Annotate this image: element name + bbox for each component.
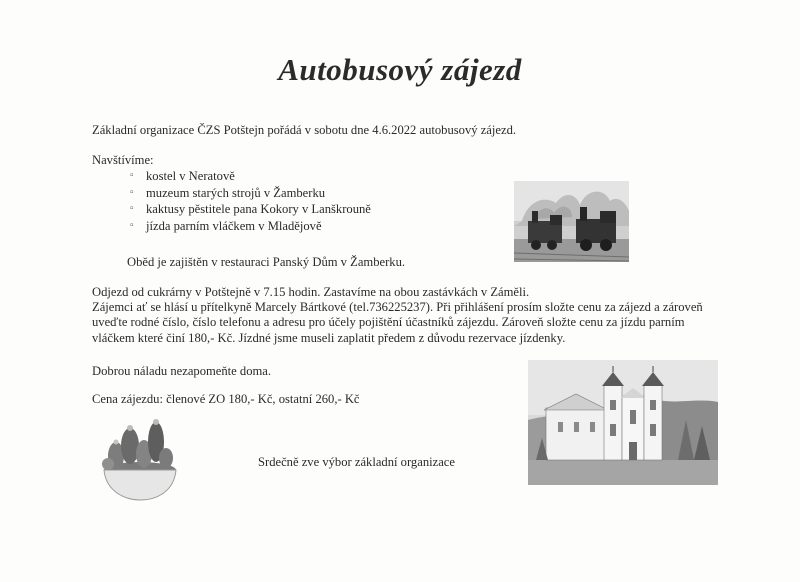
list-item: ▫ kostel v Neratově bbox=[130, 169, 235, 183]
details-line: Odjezd od cukrárny v Potštejně v 7.15 hodin. Zastavíme na obou zastávkách v Záměli. bbox=[92, 285, 530, 299]
visit-list bbox=[130, 168, 371, 234]
list-item: ▫ jízda parním vláčkem v Mladějově bbox=[130, 218, 322, 233]
intro-text: Základní organizace ČZS Potštejn pořádá v sobotu dne 4.6.2022 autobusový zájezd. bbox=[92, 123, 517, 137]
bullet-icon: ▫ bbox=[130, 186, 134, 198]
bullet-icon: ▫ bbox=[130, 203, 134, 214]
signoff-text: Srdečně zve výbor základní organizace bbox=[258, 455, 455, 469]
church-photo bbox=[528, 360, 718, 485]
details-line: Zájemci ať se hlásí u přítelkyně Marcely Bártkové (tel.736225237). Při přihlášení prosím složte cenu za zájezd a zároveň bbox=[92, 300, 703, 315]
details-paragraph bbox=[92, 285, 747, 346]
lunch-text: Oběd je zajištěn v restauraci Panský Dům v Žamberku. bbox=[127, 255, 406, 269]
cactus-bowl-photo bbox=[96, 410, 180, 502]
visit-heading: Navštívíme: bbox=[92, 153, 154, 167]
bullet-icon: ▫ bbox=[130, 170, 134, 181]
list-item: ▫ kaktusy pěstitele pana Kokory v Lanškrouně bbox=[130, 202, 371, 216]
details-line: vláčkem které činí 180,- Kč. Jízdné jsme museli zaplatit předem z důvodu rezervace jízdenky. bbox=[92, 330, 566, 345]
page-title: Autobusový zájezd bbox=[278, 52, 522, 87]
mood-text: Dobrou náladu nezapomeňte doma. bbox=[92, 364, 272, 378]
steam-train-photo bbox=[514, 181, 629, 262]
list-item: ▫ muzeum starých strojů v Žamberku bbox=[130, 185, 326, 200]
bullet-icon: ▫ bbox=[130, 219, 134, 231]
price-text: Cena zájezdu: členové ZO 180,- Kč, ostatní 260,- Kč bbox=[92, 392, 360, 406]
details-line: uveďte rodné číslo, číslo telefonu a adresu pro účely pojištění účastníků zájezdu. Zároveň složte cenu za jízdu parním bbox=[92, 315, 685, 330]
